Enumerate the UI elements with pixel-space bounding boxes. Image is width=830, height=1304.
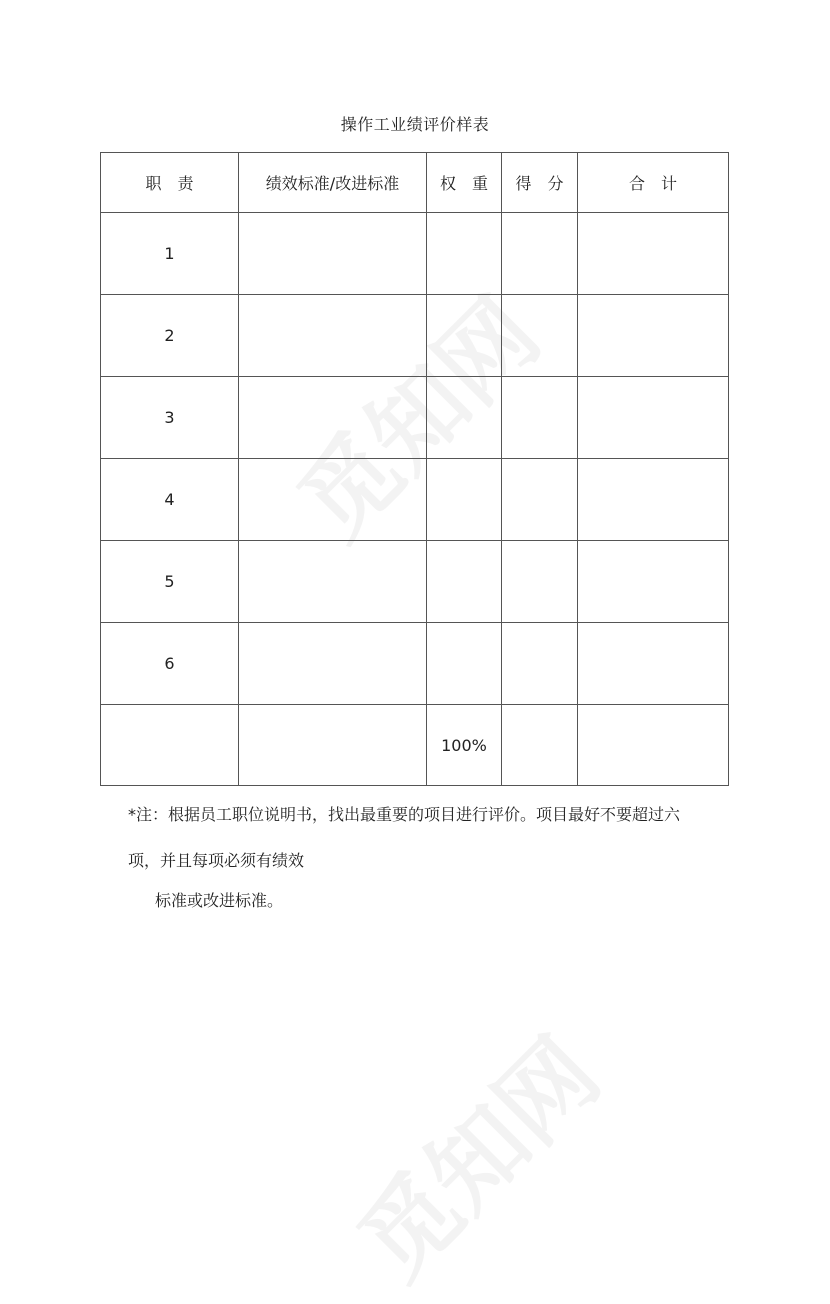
cell-total <box>578 541 729 623</box>
cell-weight <box>427 295 502 377</box>
cell-total <box>578 377 729 459</box>
cell-weight-total: 100% <box>427 705 502 786</box>
cell-weight <box>427 541 502 623</box>
table-row <box>101 377 729 459</box>
evaluation-table <box>100 152 729 786</box>
cell-score <box>502 295 578 377</box>
header-score: 得 分 <box>502 153 578 213</box>
cell-standard <box>239 377 427 459</box>
note-line: 标准或改进标准。 <box>155 891 284 910</box>
cell-score <box>502 541 578 623</box>
header-duty: 职 责 <box>101 153 239 213</box>
table-header-row <box>101 153 729 213</box>
cell-score <box>502 705 578 786</box>
cell-duty: 3 <box>101 377 239 459</box>
header-weight: 权 重 <box>427 153 502 213</box>
cell-score <box>502 459 578 541</box>
cell-score <box>502 213 578 295</box>
cell-standard <box>239 623 427 705</box>
cell-standard <box>239 213 427 295</box>
cell-duty: 1 <box>101 213 239 295</box>
cell-duty: 6 <box>101 623 239 705</box>
cell-total <box>578 295 729 377</box>
cell-total <box>578 459 729 541</box>
document-title: 操作工业绩评价样表 <box>340 115 490 134</box>
cell-total <box>578 623 729 705</box>
cell-score <box>502 377 578 459</box>
header-total: 合 计 <box>578 153 729 213</box>
cell-standard <box>239 295 427 377</box>
table-row <box>101 623 729 705</box>
cell-weight <box>427 377 502 459</box>
watermark <box>324 1003 625 1304</box>
table-row <box>101 213 729 295</box>
cell-weight <box>427 459 502 541</box>
table-total-row <box>101 705 729 786</box>
cell-standard <box>239 705 427 786</box>
table-row <box>101 295 729 377</box>
table-row <box>101 541 729 623</box>
cell-total <box>578 705 729 786</box>
cell-total <box>578 213 729 295</box>
cell-score <box>502 623 578 705</box>
note-line: 项，并且每项必须有绩效 <box>128 851 305 870</box>
cell-duty: 5 <box>101 541 239 623</box>
cell-weight <box>427 213 502 295</box>
cell-duty <box>101 705 239 786</box>
cell-standard <box>239 541 427 623</box>
cell-duty: 4 <box>101 459 239 541</box>
cell-duty: 2 <box>101 295 239 377</box>
cell-standard <box>239 459 427 541</box>
table-row <box>101 459 729 541</box>
note-line: *注：根据员工职位说明书，找出最重要的项目进行评价。项目最好不要超过六 <box>128 805 681 824</box>
cell-weight <box>427 623 502 705</box>
header-standard: 绩效标准/改进标准 <box>239 153 427 213</box>
